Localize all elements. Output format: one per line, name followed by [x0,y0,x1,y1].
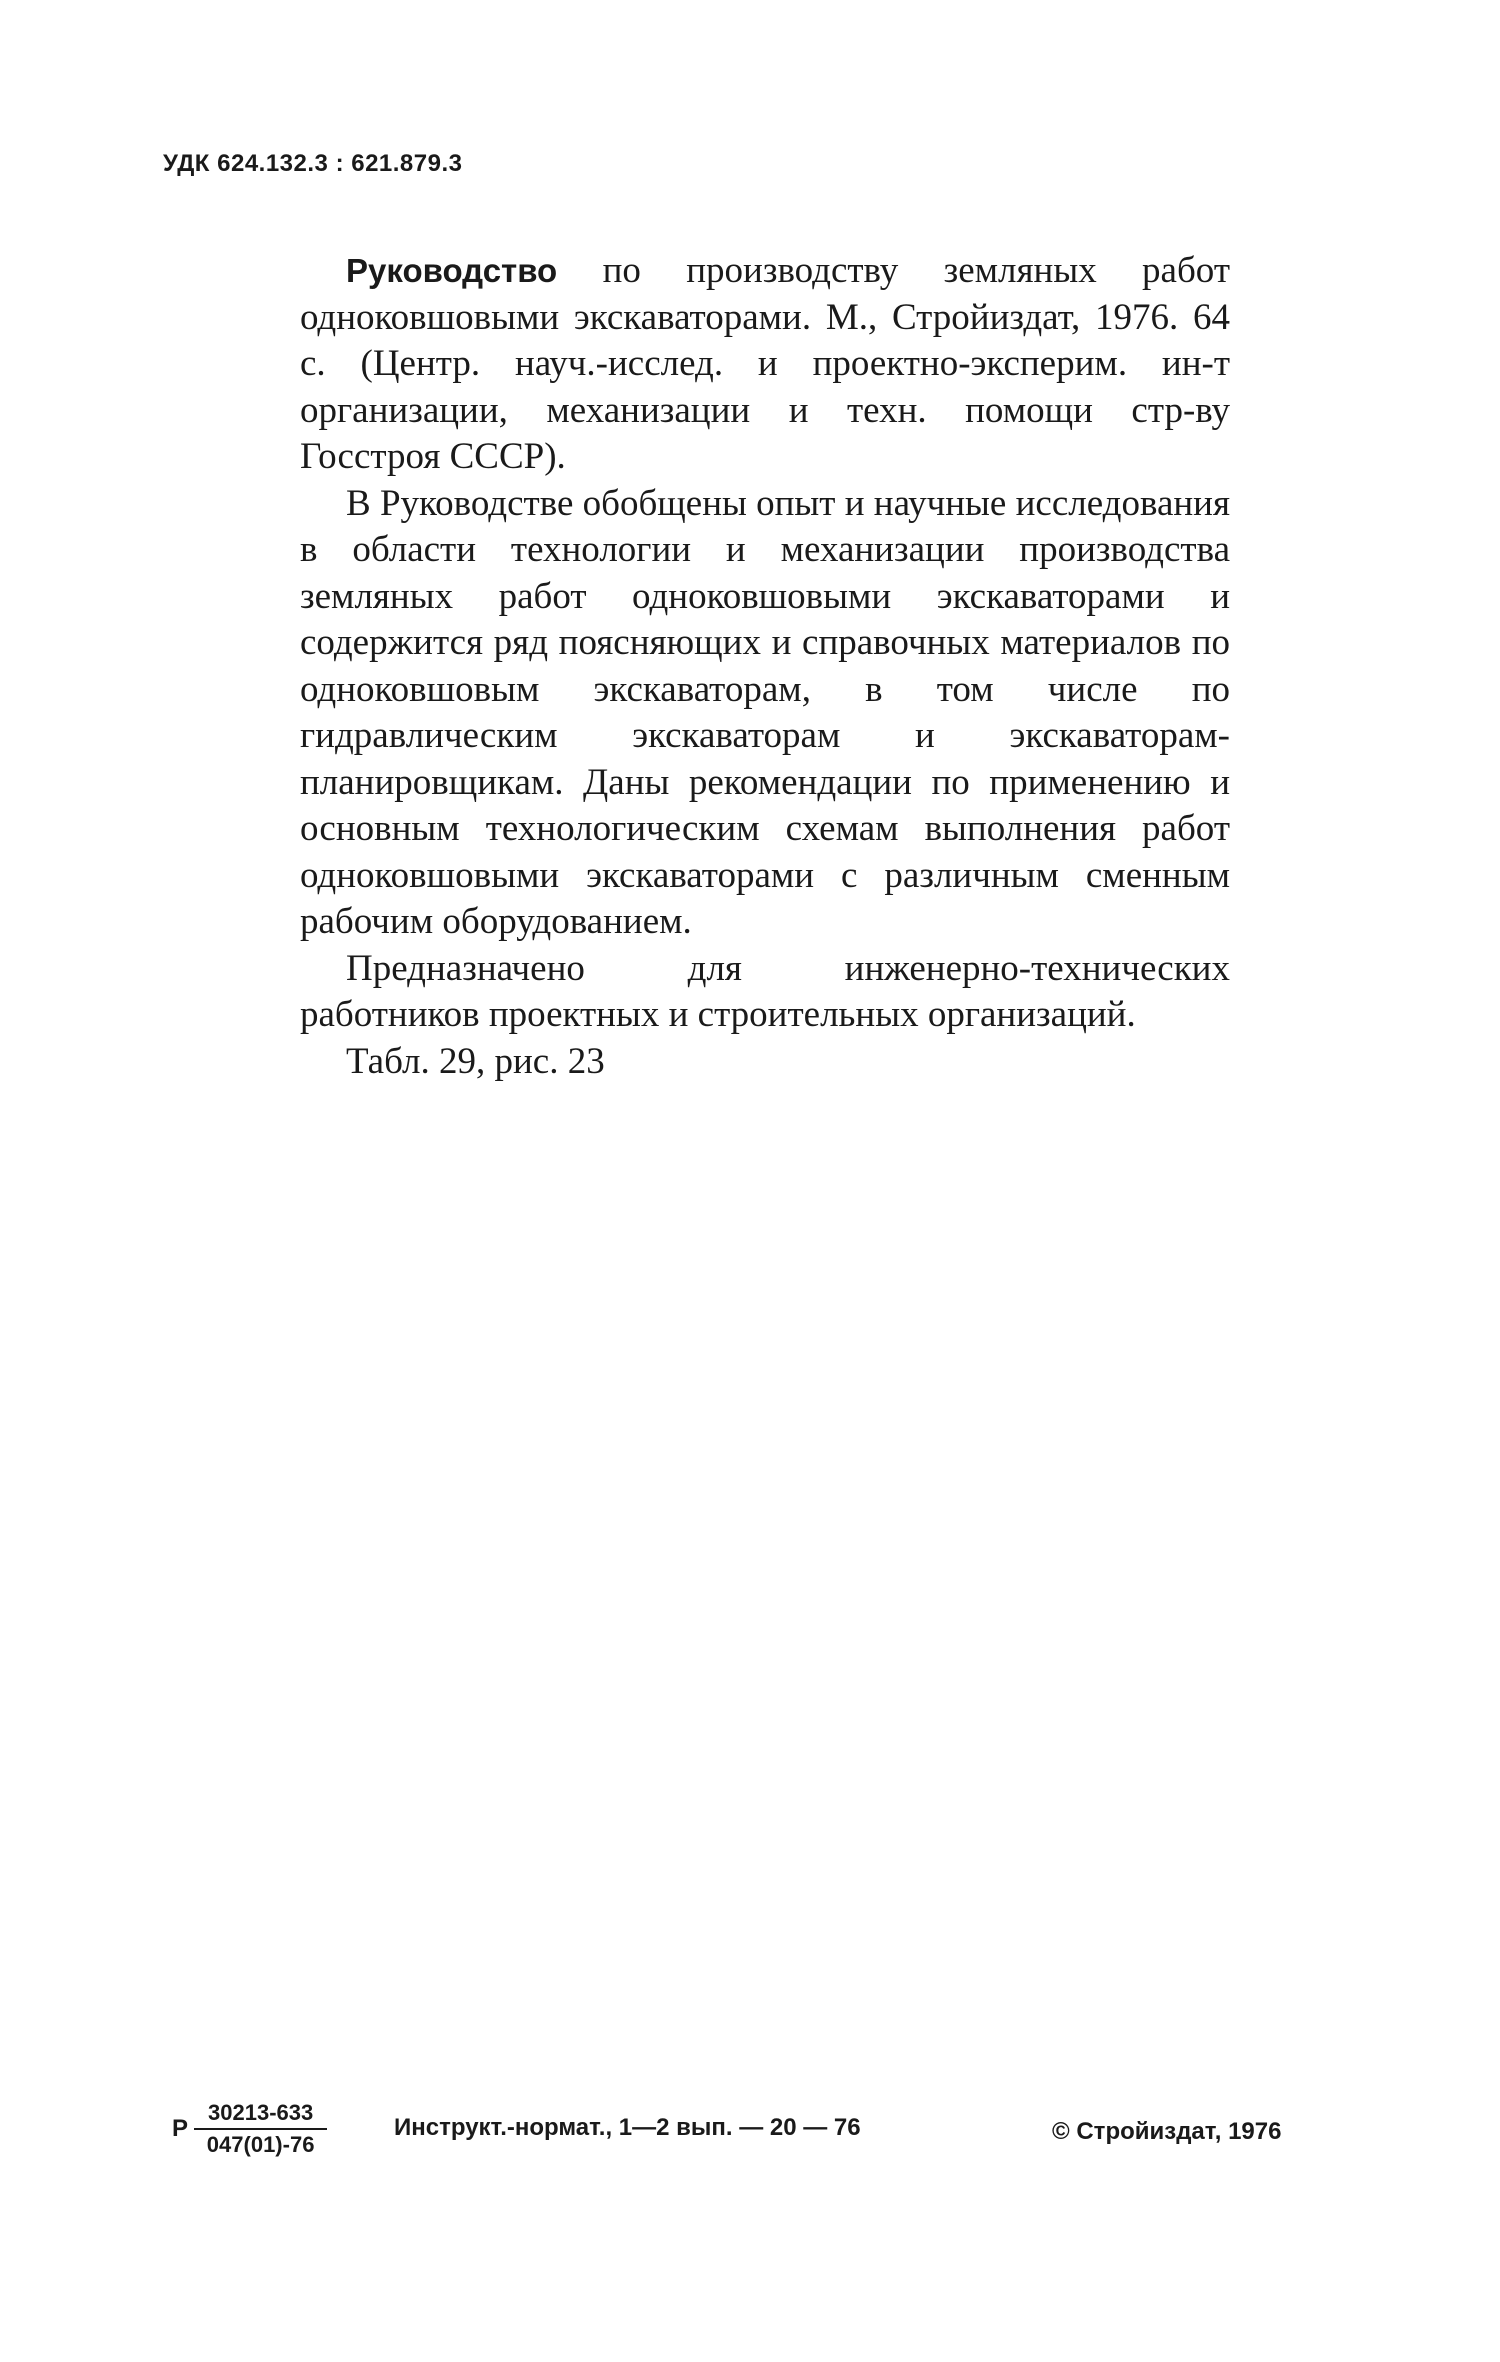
index-numerator: 30213-633 [194,2100,327,2130]
edition-info: Инструкт.-нормат., 1—2 вып. — 20 — 76 [394,2114,861,2141]
publication-index [172,2100,327,2158]
index-letter: Р [172,2115,189,2142]
udk-code: УДК 624.132.3 : 621.879.3 [163,150,463,177]
abstract-paragraph-3: Предназначено для инженерно-технических работников проектных и строительных организаций. [300,947,1230,1035]
index-denominator: 047(01)-76 [206,2132,315,2157]
index-fraction [194,2100,327,2158]
abstract-paragraph-1-text: по производству земляных работ одноковшовыми экскаваторами. М., Стройиздат, 1976. 64 с. (Центр. науч.-исслед. и проектно-эксперим. ин-т организации, механизации и техн. помощи стр-ву Госстроя СССР). [300,250,1230,477]
imprint-footer [172,2100,1352,2180]
copyright: © Стройиздат, 1976 [1052,2118,1282,2145]
abstract-paragraph-4: Табл. 29, рис. 23 [346,1040,605,1082]
abstract [300,248,1230,1085]
title-word: Руководство [346,252,558,289]
abstract-paragraph-2: В Руководстве обобщены опыт и научные исследования в области технологии и механизации производства земляных работ одноковшовыми экскаваторами и содержится ряд поясняющих и справочных материалов по одноковшовым экскаваторам, в том числе по гидравлическим экскаваторам и экскаваторам-планировщикам. Даны рекомендации по применению и основным технологическим схемам выполнения работ одноковшовыми экскаваторами с различным сменным рабочим оборудованием. [300,482,1230,942]
abstract-paragraph-1 [300,248,1230,481]
